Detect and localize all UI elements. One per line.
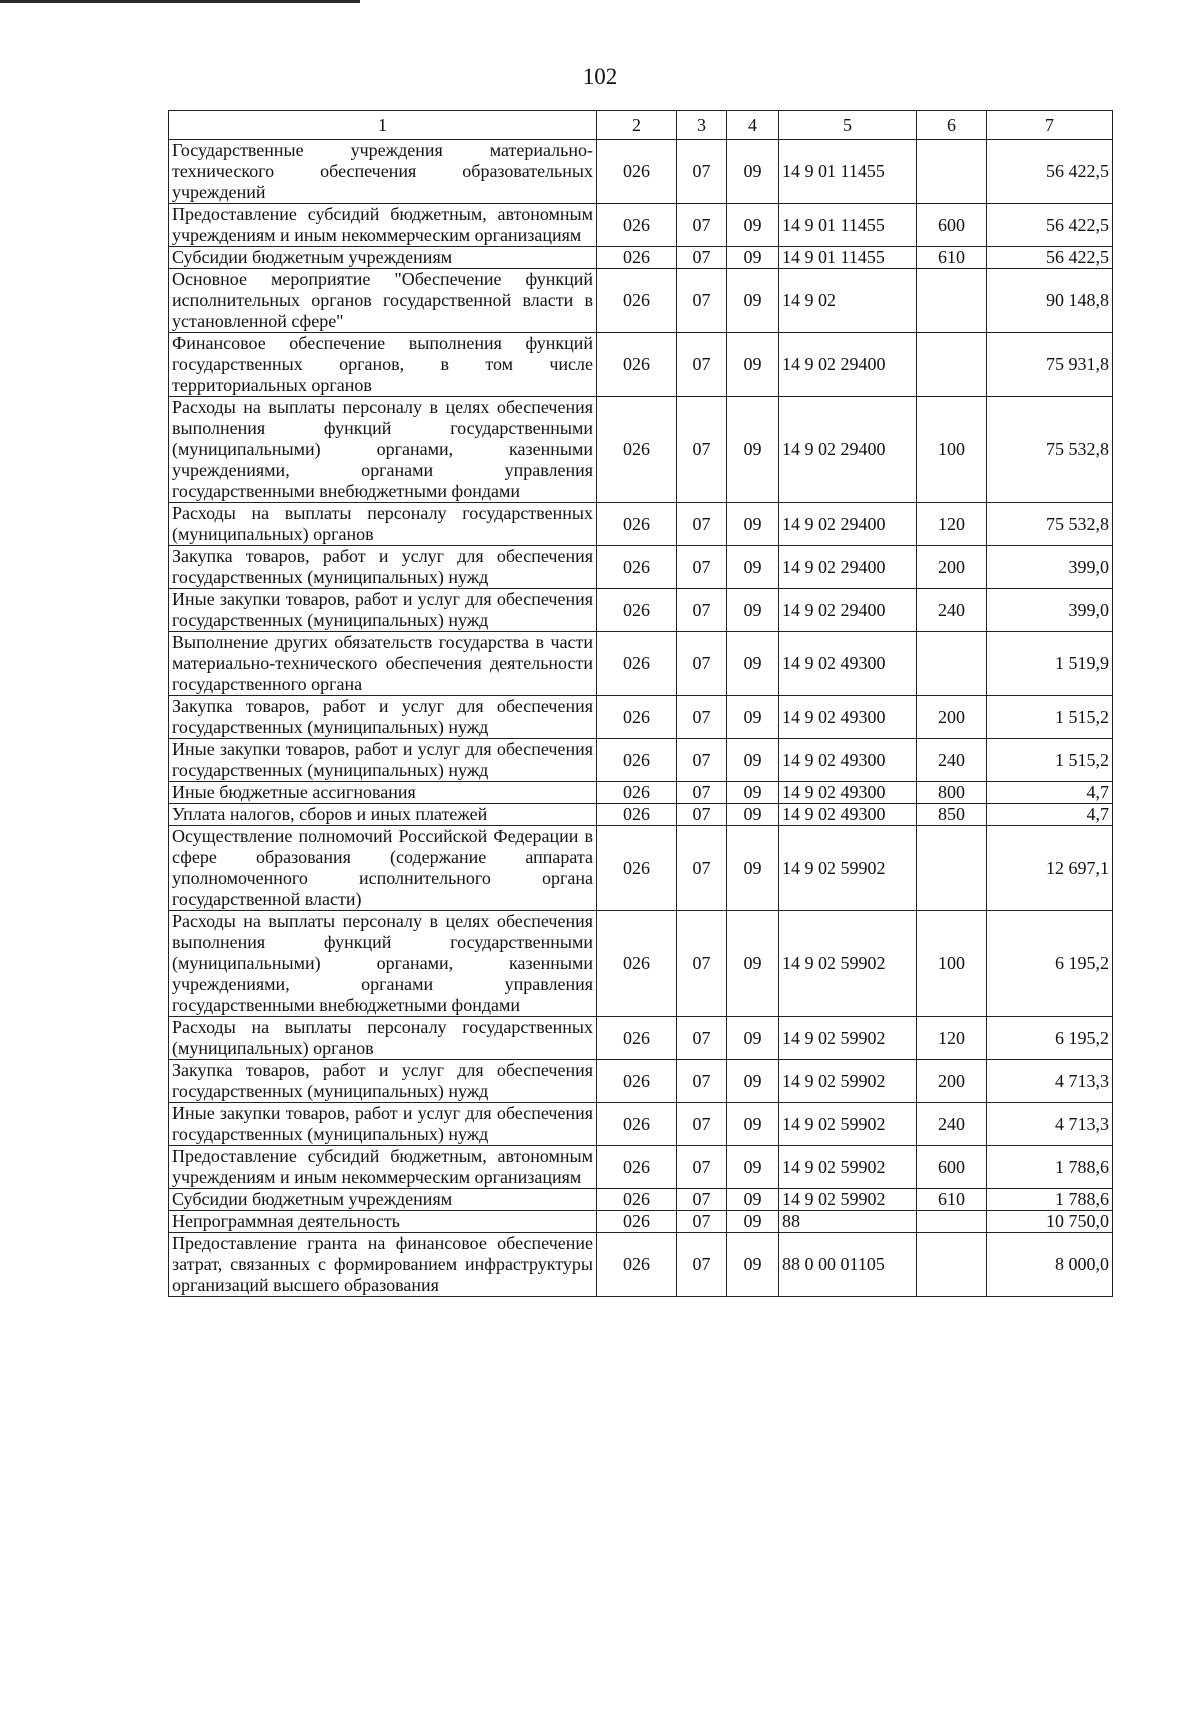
row-target-article: 14 9 02 59902	[779, 1017, 917, 1060]
row-subsection: 09	[727, 1060, 779, 1103]
table-row	[169, 204, 1113, 247]
row-target-article: 14 9 02 59902	[779, 1103, 917, 1146]
row-ministry-code: 026	[597, 503, 677, 546]
row-ministry-code: 026	[597, 1233, 677, 1297]
row-amount: 4,7	[987, 804, 1113, 826]
row-amount: 1 788,6	[987, 1146, 1113, 1189]
row-section: 07	[677, 632, 727, 696]
col-header-2: 2	[597, 111, 677, 140]
row-amount: 1 515,2	[987, 739, 1113, 782]
row-subsection: 09	[727, 333, 779, 397]
row-amount: 75 931,8	[987, 333, 1113, 397]
row-expense-type: 240	[917, 1103, 987, 1146]
table-row	[169, 632, 1113, 696]
row-expense-type	[917, 140, 987, 204]
row-ministry-code: 026	[597, 247, 677, 269]
row-expense-type: 100	[917, 911, 987, 1017]
row-target-article: 14 9 01 11455	[779, 247, 917, 269]
row-amount: 10 750,0	[987, 1211, 1113, 1233]
row-subsection: 09	[727, 1211, 779, 1233]
row-target-article: 14 9 02 59902	[779, 1146, 917, 1189]
table-row	[169, 1017, 1113, 1060]
row-subsection: 09	[727, 911, 779, 1017]
row-ministry-code: 026	[597, 1017, 677, 1060]
row-section: 07	[677, 1233, 727, 1297]
table-row	[169, 804, 1113, 826]
row-target-article: 14 9 02 29400	[779, 546, 917, 589]
budget-table	[168, 110, 1113, 1297]
row-section: 07	[677, 1017, 727, 1060]
row-amount: 56 422,5	[987, 140, 1113, 204]
row-description: Предоставление субсидий бюджетным, автономным учреждениям и иным некоммерческим организациям	[169, 204, 597, 247]
row-subsection: 09	[727, 589, 779, 632]
row-expense-type: 800	[917, 782, 987, 804]
row-target-article: 14 9 02 59902	[779, 826, 917, 911]
row-target-article: 88 0 00 01105	[779, 1233, 917, 1297]
table-row	[169, 1060, 1113, 1103]
page-number: 102	[582, 64, 618, 89]
row-subsection: 09	[727, 739, 779, 782]
row-section: 07	[677, 1211, 727, 1233]
row-ministry-code: 026	[597, 1211, 677, 1233]
row-amount: 12 697,1	[987, 826, 1113, 911]
row-ministry-code: 026	[597, 1103, 677, 1146]
row-target-article: 14 9 02 59902	[779, 1060, 917, 1103]
table-row	[169, 247, 1113, 269]
row-expense-type	[917, 269, 987, 333]
row-expense-type	[917, 826, 987, 911]
row-amount: 8 000,0	[987, 1233, 1113, 1297]
row-target-article: 88	[779, 1211, 917, 1233]
row-subsection: 09	[727, 247, 779, 269]
row-amount: 399,0	[987, 546, 1113, 589]
row-target-article: 14 9 02 49300	[779, 782, 917, 804]
row-description: Основное мероприятие "Обеспечение функций исполнительных органов государственной власти в установленной сфере"	[169, 269, 597, 333]
row-target-article: 14 9 02 29400	[779, 397, 917, 503]
row-ministry-code: 026	[597, 826, 677, 911]
row-amount: 399,0	[987, 589, 1113, 632]
row-subsection: 09	[727, 1189, 779, 1211]
row-amount: 4 713,3	[987, 1060, 1113, 1103]
table-row	[169, 1189, 1113, 1211]
row-target-article: 14 9 02 29400	[779, 333, 917, 397]
row-expense-type: 200	[917, 696, 987, 739]
row-expense-type: 600	[917, 1146, 987, 1189]
row-expense-type: 120	[917, 503, 987, 546]
scan-artifact-line	[0, 0, 360, 3]
table-row	[169, 739, 1113, 782]
row-ministry-code: 026	[597, 632, 677, 696]
row-target-article: 14 9 02 59902	[779, 911, 917, 1017]
row-section: 07	[677, 546, 727, 589]
row-amount: 1 515,2	[987, 696, 1113, 739]
row-amount: 56 422,5	[987, 204, 1113, 247]
row-section: 07	[677, 269, 727, 333]
row-ministry-code: 026	[597, 782, 677, 804]
row-section: 07	[677, 333, 727, 397]
row-section: 07	[677, 804, 727, 826]
row-description: Уплата налогов, сборов и иных платежей	[169, 804, 597, 826]
row-amount: 1 519,9	[987, 632, 1113, 696]
row-ministry-code: 026	[597, 1146, 677, 1189]
row-section: 07	[677, 1060, 727, 1103]
row-amount: 6 195,2	[987, 1017, 1113, 1060]
row-target-article: 14 9 01 11455	[779, 204, 917, 247]
row-amount: 1 788,6	[987, 1189, 1113, 1211]
row-expense-type	[917, 632, 987, 696]
table-row	[169, 782, 1113, 804]
row-target-article: 14 9 02 49300	[779, 804, 917, 826]
table-row	[169, 397, 1113, 503]
row-target-article: 14 9 02 29400	[779, 589, 917, 632]
row-subsection: 09	[727, 546, 779, 589]
row-section: 07	[677, 696, 727, 739]
row-section: 07	[677, 1103, 727, 1146]
row-target-article: 14 9 02 49300	[779, 632, 917, 696]
row-section: 07	[677, 397, 727, 503]
row-description: Осуществление полномочий Российской Федерации в сфере образования (содержание аппарата уполномоченного исполнительного органа государственной власти)	[169, 826, 597, 911]
row-ministry-code: 026	[597, 546, 677, 589]
row-subsection: 09	[727, 1017, 779, 1060]
row-ministry-code: 026	[597, 204, 677, 247]
row-section: 07	[677, 247, 727, 269]
row-section: 07	[677, 739, 727, 782]
table-row	[169, 1233, 1113, 1297]
row-section: 07	[677, 1146, 727, 1189]
row-description: Закупка товаров, работ и услуг для обеспечения государственных (муниципальных) нужд	[169, 696, 597, 739]
row-expense-type: 600	[917, 204, 987, 247]
row-target-article: 14 9 01 11455	[779, 140, 917, 204]
row-expense-type: 200	[917, 546, 987, 589]
table-row	[169, 546, 1113, 589]
row-ministry-code: 026	[597, 269, 677, 333]
row-subsection: 09	[727, 397, 779, 503]
row-description: Непрограммная деятельность	[169, 1211, 597, 1233]
row-subsection: 09	[727, 1146, 779, 1189]
row-subsection: 09	[727, 503, 779, 546]
row-amount: 90 148,8	[987, 269, 1113, 333]
row-subsection: 09	[727, 140, 779, 204]
row-subsection: 09	[727, 782, 779, 804]
row-description: Финансовое обеспечение выполнения функций государственных органов, в том числе территориальных органов	[169, 333, 597, 397]
col-header-4: 4	[727, 111, 779, 140]
row-target-article: 14 9 02 29400	[779, 503, 917, 546]
table-row	[169, 333, 1113, 397]
table-row	[169, 826, 1113, 911]
row-description: Расходы на выплаты персоналу в целях обеспечения выполнения функций государственными (муниципальными) органами, казенными учреждениями, органами управления государственными внебюджетными фондами	[169, 397, 597, 503]
row-section: 07	[677, 589, 727, 632]
row-amount: 75 532,8	[987, 503, 1113, 546]
col-header-6: 6	[917, 111, 987, 140]
row-expense-type	[917, 1211, 987, 1233]
row-target-article: 14 9 02 49300	[779, 739, 917, 782]
row-subsection: 09	[727, 826, 779, 911]
row-ministry-code: 026	[597, 397, 677, 503]
table-row	[169, 911, 1113, 1017]
row-amount: 6 195,2	[987, 911, 1113, 1017]
row-section: 07	[677, 826, 727, 911]
row-description: Предоставление субсидий бюджетным, автономным учреждениям и иным некоммерческим организациям	[169, 1146, 597, 1189]
table-row	[169, 1103, 1113, 1146]
row-section: 07	[677, 204, 727, 247]
row-expense-type: 100	[917, 397, 987, 503]
row-ministry-code: 026	[597, 140, 677, 204]
table-row	[169, 589, 1113, 632]
row-description: Расходы на выплаты персоналу государственных (муниципальных) органов	[169, 503, 597, 546]
row-description: Выполнение других обязательств государства в части материально-технического обеспечения деятельности государственного органа	[169, 632, 597, 696]
table-row	[169, 696, 1113, 739]
row-description: Иные закупки товаров, работ и услуг для обеспечения государственных (муниципальных) нужд	[169, 589, 597, 632]
row-section: 07	[677, 503, 727, 546]
row-description: Иные закупки товаров, работ и услуг для обеспечения государственных (муниципальных) нужд	[169, 739, 597, 782]
table-row	[169, 1146, 1113, 1189]
row-expense-type: 120	[917, 1017, 987, 1060]
col-header-3: 3	[677, 111, 727, 140]
row-ministry-code: 026	[597, 1060, 677, 1103]
row-amount: 4,7	[987, 782, 1113, 804]
row-ministry-code: 026	[597, 739, 677, 782]
row-subsection: 09	[727, 1233, 779, 1297]
row-ministry-code: 026	[597, 911, 677, 1017]
table-row	[169, 503, 1113, 546]
row-expense-type	[917, 1233, 987, 1297]
row-description: Государственные учреждения материально-технического обеспечения образовательных учреждений	[169, 140, 597, 204]
table-row	[169, 140, 1113, 204]
row-expense-type: 240	[917, 739, 987, 782]
row-section: 07	[677, 782, 727, 804]
row-description: Субсидии бюджетным учреждениям	[169, 1189, 597, 1211]
table-row	[169, 1211, 1113, 1233]
row-expense-type: 610	[917, 1189, 987, 1211]
row-target-article: 14 9 02 49300	[779, 696, 917, 739]
row-ministry-code: 026	[597, 1189, 677, 1211]
row-expense-type	[917, 333, 987, 397]
col-header-1: 1	[169, 111, 597, 140]
col-header-7: 7	[987, 111, 1113, 140]
row-description: Расходы на выплаты персоналу в целях обеспечения выполнения функций государственными (муниципальными) органами, казенными учреждениями, органами управления государственными внебюджетными фондами	[169, 911, 597, 1017]
row-description: Закупка товаров, работ и услуг для обеспечения государственных (муниципальных) нужд	[169, 1060, 597, 1103]
row-description: Субсидии бюджетным учреждениям	[169, 247, 597, 269]
row-target-article: 14 9 02 59902	[779, 1189, 917, 1211]
row-description: Иные бюджетные ассигнования	[169, 782, 597, 804]
col-header-5: 5	[779, 111, 917, 140]
row-expense-type: 850	[917, 804, 987, 826]
row-section: 07	[677, 1189, 727, 1211]
row-expense-type: 610	[917, 247, 987, 269]
row-ministry-code: 026	[597, 333, 677, 397]
table-row	[169, 269, 1113, 333]
header-row	[169, 111, 1113, 140]
row-section: 07	[677, 140, 727, 204]
row-description: Закупка товаров, работ и услуг для обеспечения государственных (муниципальных) нужд	[169, 546, 597, 589]
row-ministry-code: 026	[597, 696, 677, 739]
row-amount: 4 713,3	[987, 1103, 1113, 1146]
row-target-article: 14 9 02	[779, 269, 917, 333]
row-description: Расходы на выплаты персоналу государственных (муниципальных) органов	[169, 1017, 597, 1060]
row-subsection: 09	[727, 632, 779, 696]
row-subsection: 09	[727, 696, 779, 739]
row-subsection: 09	[727, 269, 779, 333]
table-body	[169, 140, 1113, 1297]
row-subsection: 09	[727, 804, 779, 826]
row-expense-type: 240	[917, 589, 987, 632]
row-description: Иные закупки товаров, работ и услуг для обеспечения государственных (муниципальных) нужд	[169, 1103, 597, 1146]
row-ministry-code: 026	[597, 589, 677, 632]
row-description: Предоставление гранта на финансовое обеспечение затрат, связанных с формированием инфраструктуры организаций высшего образования	[169, 1233, 597, 1297]
row-amount: 56 422,5	[987, 247, 1113, 269]
row-subsection: 09	[727, 1103, 779, 1146]
row-amount: 75 532,8	[987, 397, 1113, 503]
row-subsection: 09	[727, 204, 779, 247]
row-ministry-code: 026	[597, 804, 677, 826]
row-section: 07	[677, 911, 727, 1017]
row-expense-type: 200	[917, 1060, 987, 1103]
